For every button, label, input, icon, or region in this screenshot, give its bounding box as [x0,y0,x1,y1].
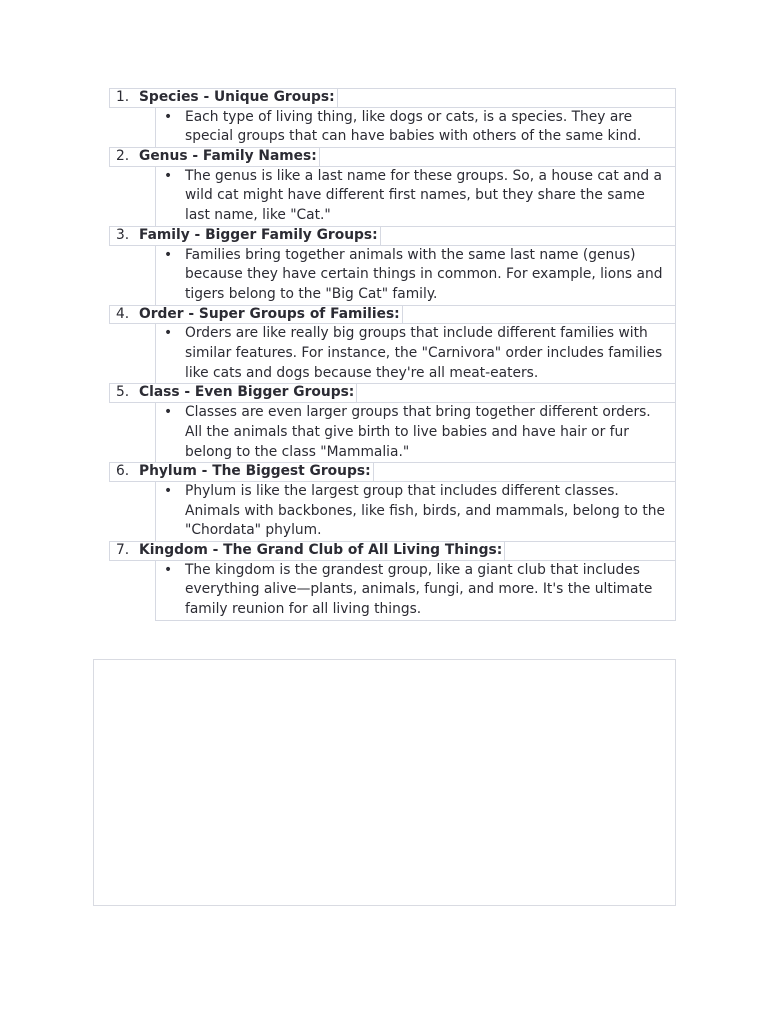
list-item-bullet-row [155,246,676,306]
list-item-heading-row [109,88,676,108]
list-item-bullet-row [155,108,676,148]
item-description: The genus is like a last name for these groups. So, a house cat and a wild cat might have different first names, but they share the same last name, like "Cat." [185,167,662,224]
list-item-bullet-row [155,324,676,384]
list-item-bullet-row [155,561,676,621]
item-heading: Kingdom - The Grand Club of All Living Things: [139,541,505,561]
list-item-bullet-row [155,167,676,227]
item-number: 6. [116,463,130,480]
bullet-icon: • [164,561,173,578]
item-heading: Family - Bigger Family Groups: [139,226,381,246]
item-number: 4. [116,305,130,322]
item-number: 2. [116,148,130,165]
list-item-heading-row [109,226,676,246]
bullet-icon: • [164,404,173,421]
list-item-heading-row [109,383,676,403]
list-item-bullet-row [155,482,676,542]
bullet-icon: • [164,482,173,499]
item-number: 7. [116,542,130,559]
bullet-icon: • [164,108,173,125]
item-number: 1. [116,89,130,105]
item-description: The kingdom is the grandest group, like a giant club that includes everything alive—plants, animals, fungi, and more. It's the ultimate family reunion for all living things. [185,561,653,618]
list-item-heading-row [109,147,676,167]
list-item-heading-row [109,305,676,325]
item-heading: Class - Even Bigger Groups: [139,383,357,403]
item-description: Each type of living thing, like dogs or cats, is a species. They are special groups that can have babies with others of the same kind. [185,108,642,145]
item-heading: Genus - Family Names: [139,147,320,167]
list-item-heading-row [109,462,676,482]
item-description: Phylum is like the largest group that includes different classes. Animals with backbones, like fish, birds, and mammals, belong to the "Chordata" phylum. [185,482,665,539]
bullet-icon: • [164,246,173,263]
item-description: Classes are even larger groups that bring together different orders. All the animals that give birth to live babies and have hair or fur belong to the class "Mammalia." [185,404,651,460]
list-item-bullet-row [155,403,676,463]
empty-content-box [93,659,676,906]
item-description: Families bring together animals with the same last name (genus) because they have certain things in common. For example, lions and tigers belong to the "Big Cat" family. [185,246,663,302]
item-heading: Order - Super Groups of Families: [139,305,403,325]
item-number: 5. [116,384,130,401]
bullet-icon: • [164,325,173,342]
item-number: 3. [116,226,130,243]
item-description: Orders are like really big groups that include different families with similar features. For instance, the "Carnivora" order includes families like cats and dogs because they're all meat-eaters. [185,325,663,381]
item-heading: Species - Unique Groups: [139,88,338,108]
list-item-heading-row [109,541,676,561]
bullet-icon: • [164,167,173,184]
taxonomy-list [109,88,676,621]
item-heading: Phylum - The Biggest Groups: [139,462,374,482]
